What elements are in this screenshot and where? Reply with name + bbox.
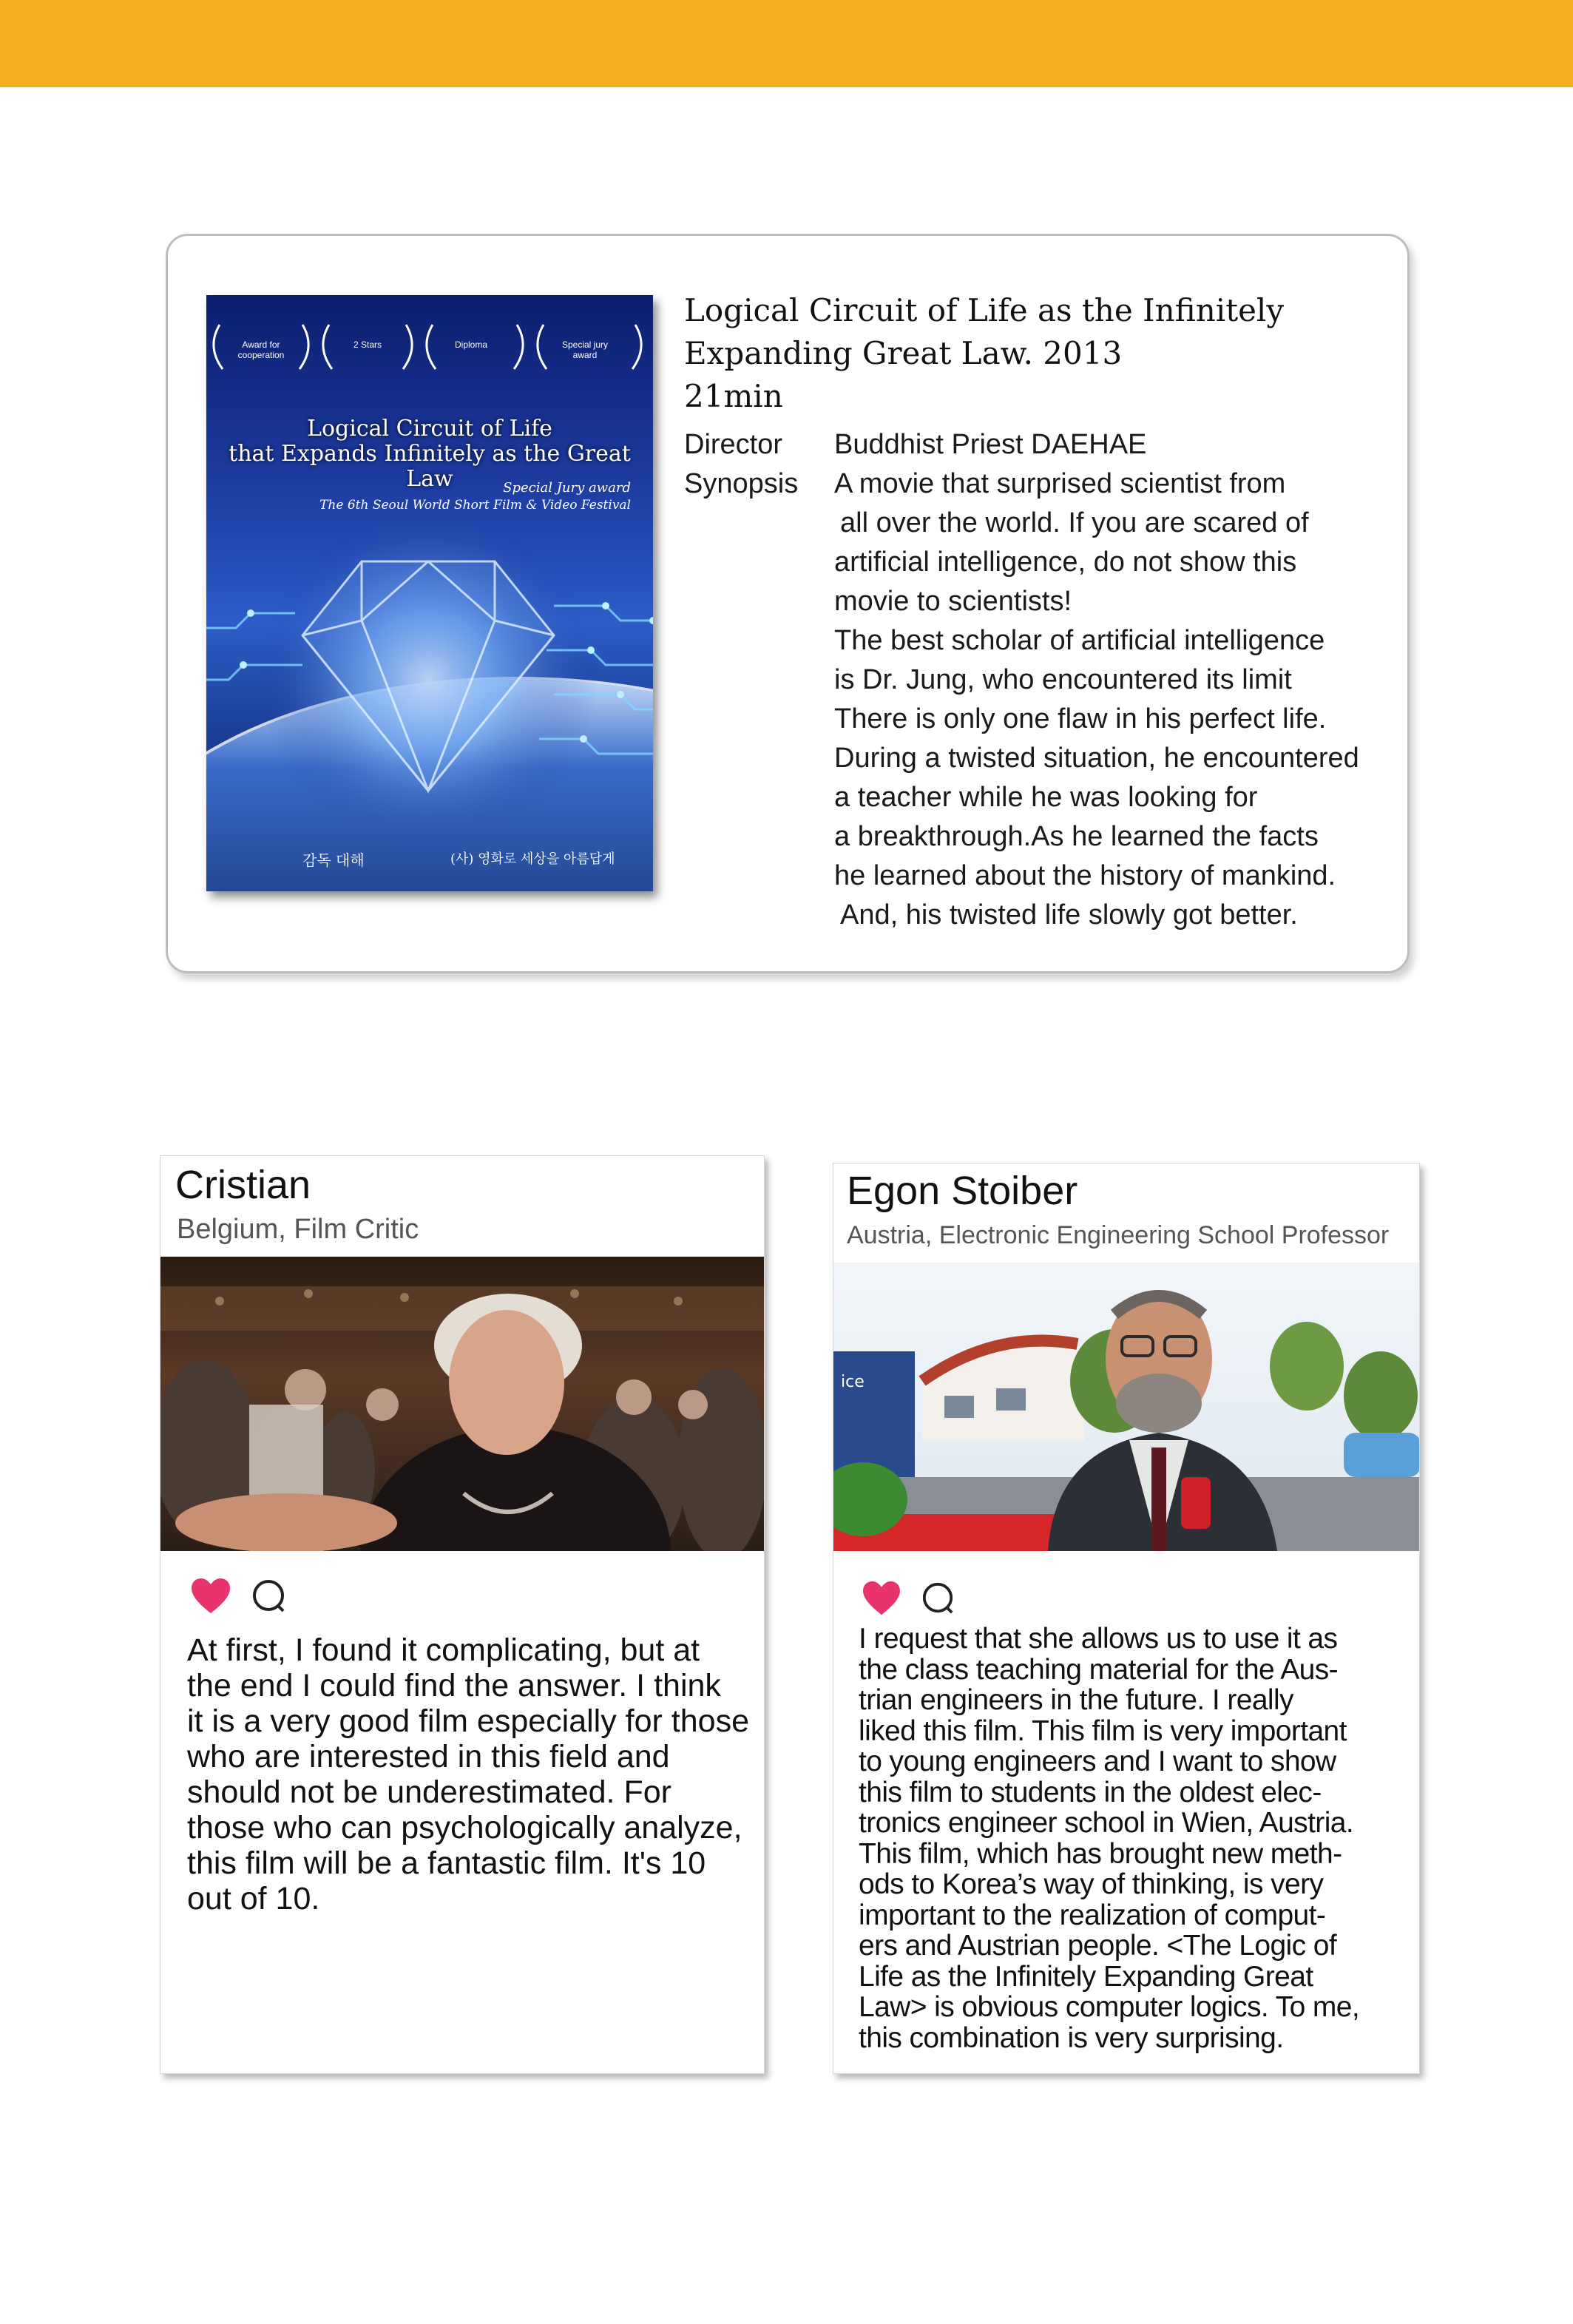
synopsis-row [684, 465, 1394, 935]
poster-award-2: 2 Stars [353, 340, 382, 350]
poster-festival-line: The 6th Seoul World Short Film & Video Festival [319, 498, 631, 513]
header-bar [0, 0, 1573, 87]
testimonial-role: Belgium, Film Critic [177, 1214, 419, 1245]
testimonial-role: Austria, Electronic Engineering School Professor [847, 1221, 1390, 1249]
testimonial-text: At first, I found it complicating, but at the end I could find the answer. I think it is a very good film especially for those who are interested in this field and should not be underestimated. For those who can psychologically analyze, this film will be a fantastic film. It's 10 out of 10. [187, 1632, 749, 1916]
synopsis-label: Synopsis [684, 468, 799, 499]
director-label: Director [684, 429, 783, 460]
poster-title: Logical Circuit of Life that Expands Infinitely as the Great Law [229, 416, 631, 492]
synopsis-text: A movie that surprised scientist from all over the world. If you are scared of artificial intelligence, do not show this movie to scientists! The best scholar of artificial intelligence is Dr. Jung, who encountered its limit There is only one flaw in his perfect life. During a twisted situation, he encountered a teacher while he was looking for a breakthrough.As he learned the facts he learned about the history of mankind. And, his twisted life slowly got better. [834, 468, 1359, 930]
testimonial-card-cristian [160, 1155, 765, 2074]
poster-award-3: Diploma [454, 340, 487, 350]
testimonial-actions [190, 1578, 286, 1618]
svg-text:ice: ice [841, 1373, 865, 1391]
director-row [684, 425, 1394, 465]
testimonial-name: Cristian [175, 1163, 311, 1207]
heart-icon[interactable] [190, 1578, 231, 1618]
heart-icon[interactable] [862, 1581, 901, 1620]
poster-director-credit: 감독 대해 [302, 851, 365, 869]
film-title: Logical Circuit of Life as the Infinitely Expanding Great Law. 2013 21min [684, 292, 1285, 414]
poster-award-4: Special jury award [561, 340, 609, 360]
testimonial-photo [160, 1257, 765, 1551]
comment-icon[interactable] [251, 1578, 286, 1618]
poster-award-line: Special Jury award [503, 480, 631, 496]
testimonial-card-egon-stoiber [833, 1163, 1420, 2074]
testimonial-photo [833, 1263, 1420, 1551]
film-info-card [166, 234, 1410, 973]
testimonial-actions [862, 1581, 955, 1620]
film-poster [206, 295, 653, 891]
director-value: Buddhist Priest DAEHAE [834, 429, 1147, 460]
poster-producer-credit: (사) 영화로 세상을 아름답게 [450, 851, 615, 867]
testimonial-name: Egon Stoiber [847, 1169, 1078, 1213]
poster-award-1: Award for cooperation [237, 340, 285, 360]
comment-icon[interactable] [921, 1581, 955, 1619]
film-meta [684, 425, 1394, 935]
testimonial-text: I request that she allows us to use it as the class teaching material for the Aus- trian engineers in the future. I really liked this film. This film is very important to young engineers and I want to show this film to students in the oldest elec- tronics engineer school in Wien, Austria. This film, which has brought new meth- ods to Korea’s way of thinking, is very important to the realization of comput- ers and Austrian people. <The Logic of Life as the Infinitely Expanding Great Law> is obvious computer logics. To me, this combination is very surprising. [859, 1623, 1360, 2054]
